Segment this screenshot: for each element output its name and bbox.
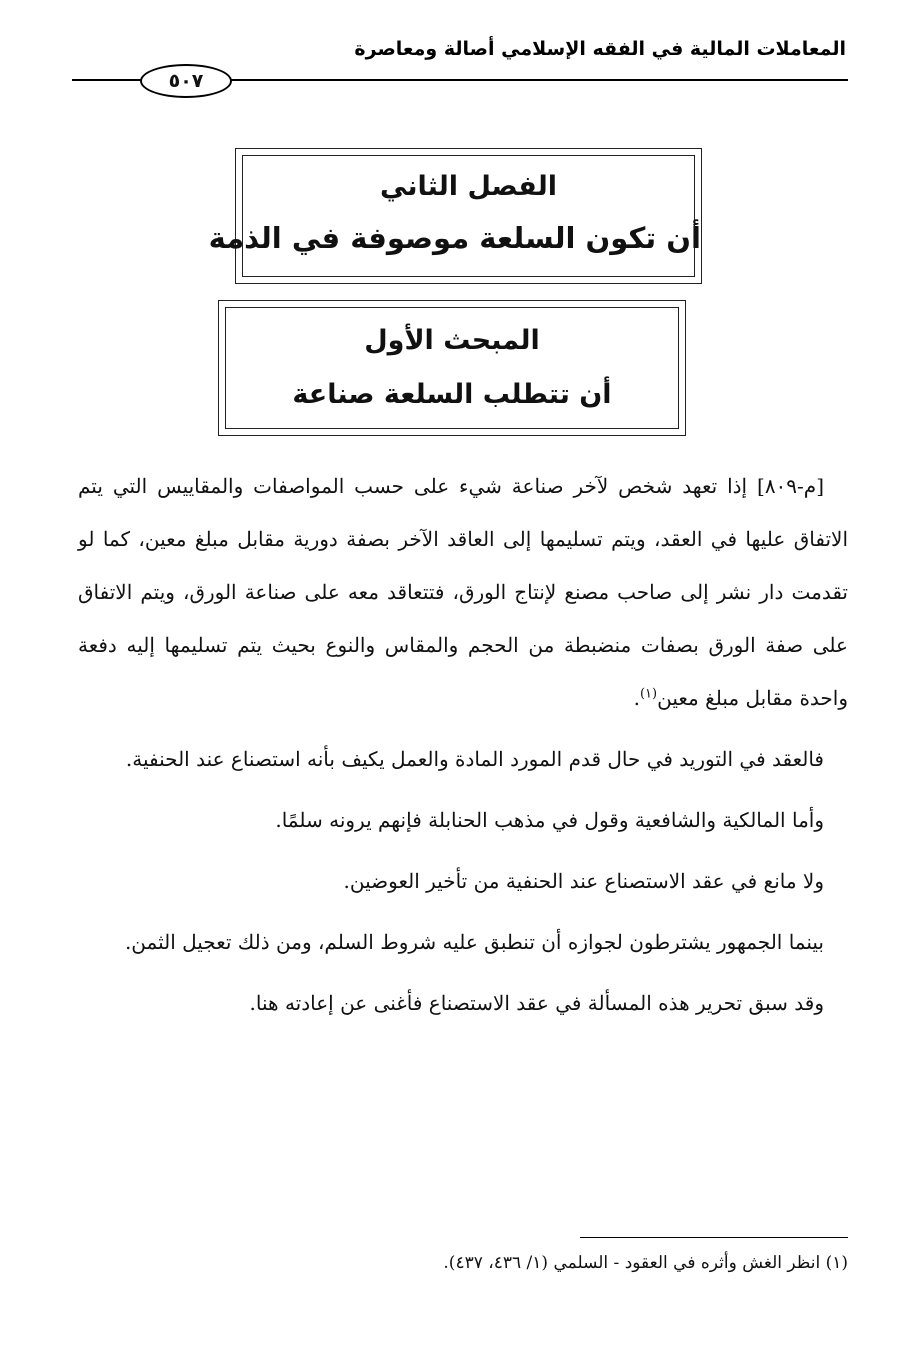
page-number: ٥٠٧ xyxy=(140,64,232,98)
running-title: المعاملات المالية في الفقه الإسلامي أصالة ومعاصرة xyxy=(354,38,846,60)
paragraph-4: ولا مانع في عقد الاستصناع عند الحنفية من تأخير العوضين. xyxy=(343,869,824,893)
footnote-rule xyxy=(580,1237,848,1238)
chapter-title-frame xyxy=(208,148,702,284)
paragraph-6: وقد سبق تحرير هذه المسألة في عقد الاستصناع فأغنى عن إعادته هنا. xyxy=(249,991,824,1015)
footnote-reference[interactable]: (١) xyxy=(639,686,658,702)
chapter-title: الفصل الثاني xyxy=(380,171,557,202)
paragraph-1-end: . xyxy=(633,686,640,710)
paragraph-2: فالعقد في التوريد في حال قدم المورد المادة والعمل يكيف بأنه استصناع عند الحنفية. xyxy=(125,747,824,771)
paragraph-3: وأما المالكية والشافعية وقول في مذهب الحنابلة فإنهم يرونه سلمًا. xyxy=(275,808,824,832)
paragraph-5: بينما الجمهور يشترطون لجوازه أن تنطبق عليه شروط السلم، ومن ذلك تعجيل الثمن. xyxy=(124,930,824,954)
section-title-frame xyxy=(218,300,686,436)
section-title: المبحث الأول xyxy=(364,325,540,356)
body-text xyxy=(78,460,848,1038)
paragraph-1-text: [م-٨٠٩] إذا تعهد شخص لآخر صناعة شيء على حسب المواصفات والمقاييس التي يتم الاتفاق عليها في العقد، ويتم تسليمها إلى العاقد الآخر بصفة دورية مقابل مبلغ معين، كما لو تقدمت دار نشر إلى صاحب مصنع لإنتاج الورق، فتتعاقد معه على صناعة الورق، ويتم الاتفاق على صفة الورق بصفات منضبطة من الحجم والمقاس والنوع بحيث يتم تسليمها إليه دفعة واحدة مقابل مبلغ معين xyxy=(78,474,848,710)
section-subtitle: أن تتطلب السلعة صناعة xyxy=(292,379,612,410)
paragraph-1 xyxy=(78,460,848,725)
footnote-1: (١) انظر الغش وأثره في العقود - السلمي (١/ ٤٣٦، ٤٣٧). xyxy=(443,1253,848,1273)
chapter-subtitle: أن تكون السلعة موصوفة في الذمة xyxy=(208,221,701,255)
